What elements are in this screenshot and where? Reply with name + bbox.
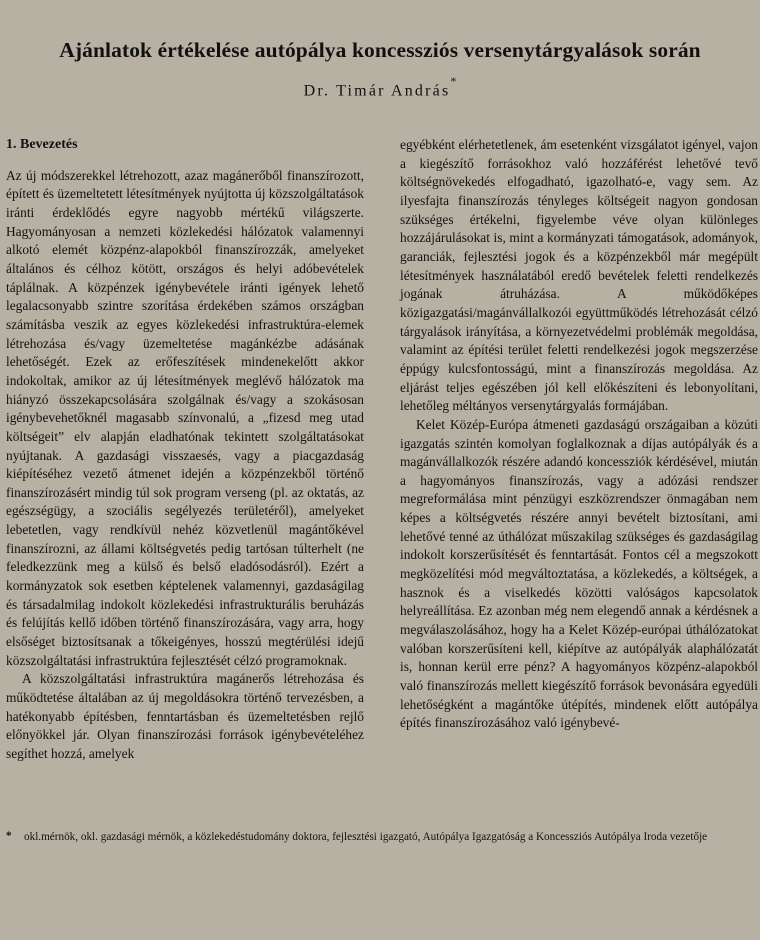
right-column [400,136,758,733]
paragraph-2-continued: egyébként elérhetetlenek, ám esetenként vizsgálatot igényel, vajon a kiegészítő forrásokhoz való hozzáférést lehetővé tevő költségnövekedés elfogadható, igazolható-e, vagy sem. Az ilyesfajta finanszírozás tényleges költségeit nagyon gondosan szükséges értékelni, figyelembe véve olyan különleges hozzájárulásokat is, mint a kormányzati támogatások, adományok, garanciák, fejlesztési jogok és a közpénzekből már megépült létesítmények használatából eredő bevételek feletti rendelkezés jogának átruházása. A működőképes közigazgatási/magánvállalkozói együttműködés létrehozását célzó tárgyalások irányítása, a környezetvédelmi problémák megoldása, valamint az építési terület feletti rendelkezési jogok megszerzése éppúgy kulcsfontosságú, mint a finanszírozás megoldása. Az eljárást teljes egészében jól kell előkészíteni és lebonyolítani, lehetőleg méltányos versenytárgyalás formájában. [400,137,758,414]
author-line [0,74,760,100]
section-heading: 1. Bevezetés [6,137,78,152]
paragraph-1: Az új módszerekkel létrehozott, azaz magánerőből finanszírozott, épített és üzemeltetett létesítmények nyújtotta új közszolgáltatások iránti érdeklődés egyre nagyobb mértékű világszerte. Hagyományosan a nemzeti közlekedési hálózatok valamennyi alkotó elemét közpénz-alapokból finanszírozzák, amelyeket általános és célhoz kötött, országos és helyi adóbevételek táplálnak. A közpénzek igénybevétele iránti igények lehető legalacsonyabb szintre szorítása érdekében számos országban számításba veszik az egyes közlekedési infrastruktúra-elemek létrehozása és/vagy üzemeltetése magánkézbe adásának lehetőségét. Ezek az erőfeszítések mindenekelőtt akkor indokoltak, amikor az új létesítmények meglévő hálózatok ma hiányzó összekapcsolására szolgálnak és/vagy a szokásosan igénybevehetőknél magasabb színvonalú, a „fizesd meg utad költségeit” elv alapján eladhatónak tekintett szolgáltatásokat nyújtanak. A gazdasági visszaesés, vagy a piacgazdaság kiépítéséhez vezető átmenet idején a közpénzekből történő finanszírozásért mindig túl sok program verseng (pl. az oktatás, az egészségügy, a szociális segélyezés területéről), amelyeket lebetetlen, vagy rendkívül nehéz közvetlenül magántőkével finanszírozni, az állami költségvetés pedig tartósan túlterhelt (ne feledkezzünk meg a külső és belső eladósodásról). Ezért a kormányzatok sok esetben képtelenek valamennyi, gazdaságilag és társadalmilag indokolt közlekedési infrastrukturális beruházás és felújítás kellő időben történő finanszírozására, vagy arra, hogy elsőséget biztosítsanak a tőkeigényes, hosszú megtérülési idejű közszolgáltatási infrastruktúra fejlesztését célzó programoknak. [6,167,364,668]
footnote [6,830,751,845]
footnote-mark: * [6,830,12,842]
author-footnote-mark: * [450,74,457,88]
paragraph-2: A közszolgáltatási infrastruktúra magánerős létrehozása és működtetése általában az új megoldásokra történő tervezésben, a hatékonyabb építésben, fenntartásban és üzemeltetésben rejlő előnyökkel jár. Olyan finanszírozási források igénybevételéhez segíthet hozzá, amelyek [6,671,364,761]
paper-title: Ajánlatok értékelése autópálya koncessziós versenytárgyalások során [59,38,701,62]
paragraph-3: Kelet Közép-Európa átmeneti gazdaságú országaiban a közúti igazgatás szintén komolyan foglalkoznak a díjas autópályák és a magánvállalkozók részére adandó koncessziók kérdésével, miután a hagyományos finanszírozás, vagy a adózási rendszer megreformálása mint pénzügyi eszközrendszer önmagában nem képes a költségvetés részére annyi bevételt biztosítani, ami lehetővé tenné az úthálózat műszakilag szükséges és gazdaságilag indokolt korszerűsítését és fenntartását. Fontos cél a megszokott megközelítési mód megváltoztatása, a közlekedés, a költségek, a hasznok és a viselkedés közötti valóságos kapcsolatok helyreállítása. Ez azonban még nem elegendő annak a kérdésnek a megválaszolásához, hogy ha a Kelet Közép-európai úthálózatokat valóban korszerűsíteni kell, kiépítve az autópályák alaphálózatát is, honnan kerül erre pénz? A hagyományos közpénz-alapokból való finanszírozás mellett kiegészítő források bevonására egyedüli lehetőségként a magántőke útépítés, mindenek előtt autópálya építés finanszírozásához való igénybevé- [400,416,758,731]
footnote-text: okl.mérnök, okl. gazdasági mérnök, a közlekedéstudomány doktora, fejlesztési igazgató, Autópálya Igazgatóság a Koncessziós Autópálya Iroda vezetője [24,831,708,843]
author-name: Dr. Timár András [303,82,451,100]
left-column [6,136,364,764]
